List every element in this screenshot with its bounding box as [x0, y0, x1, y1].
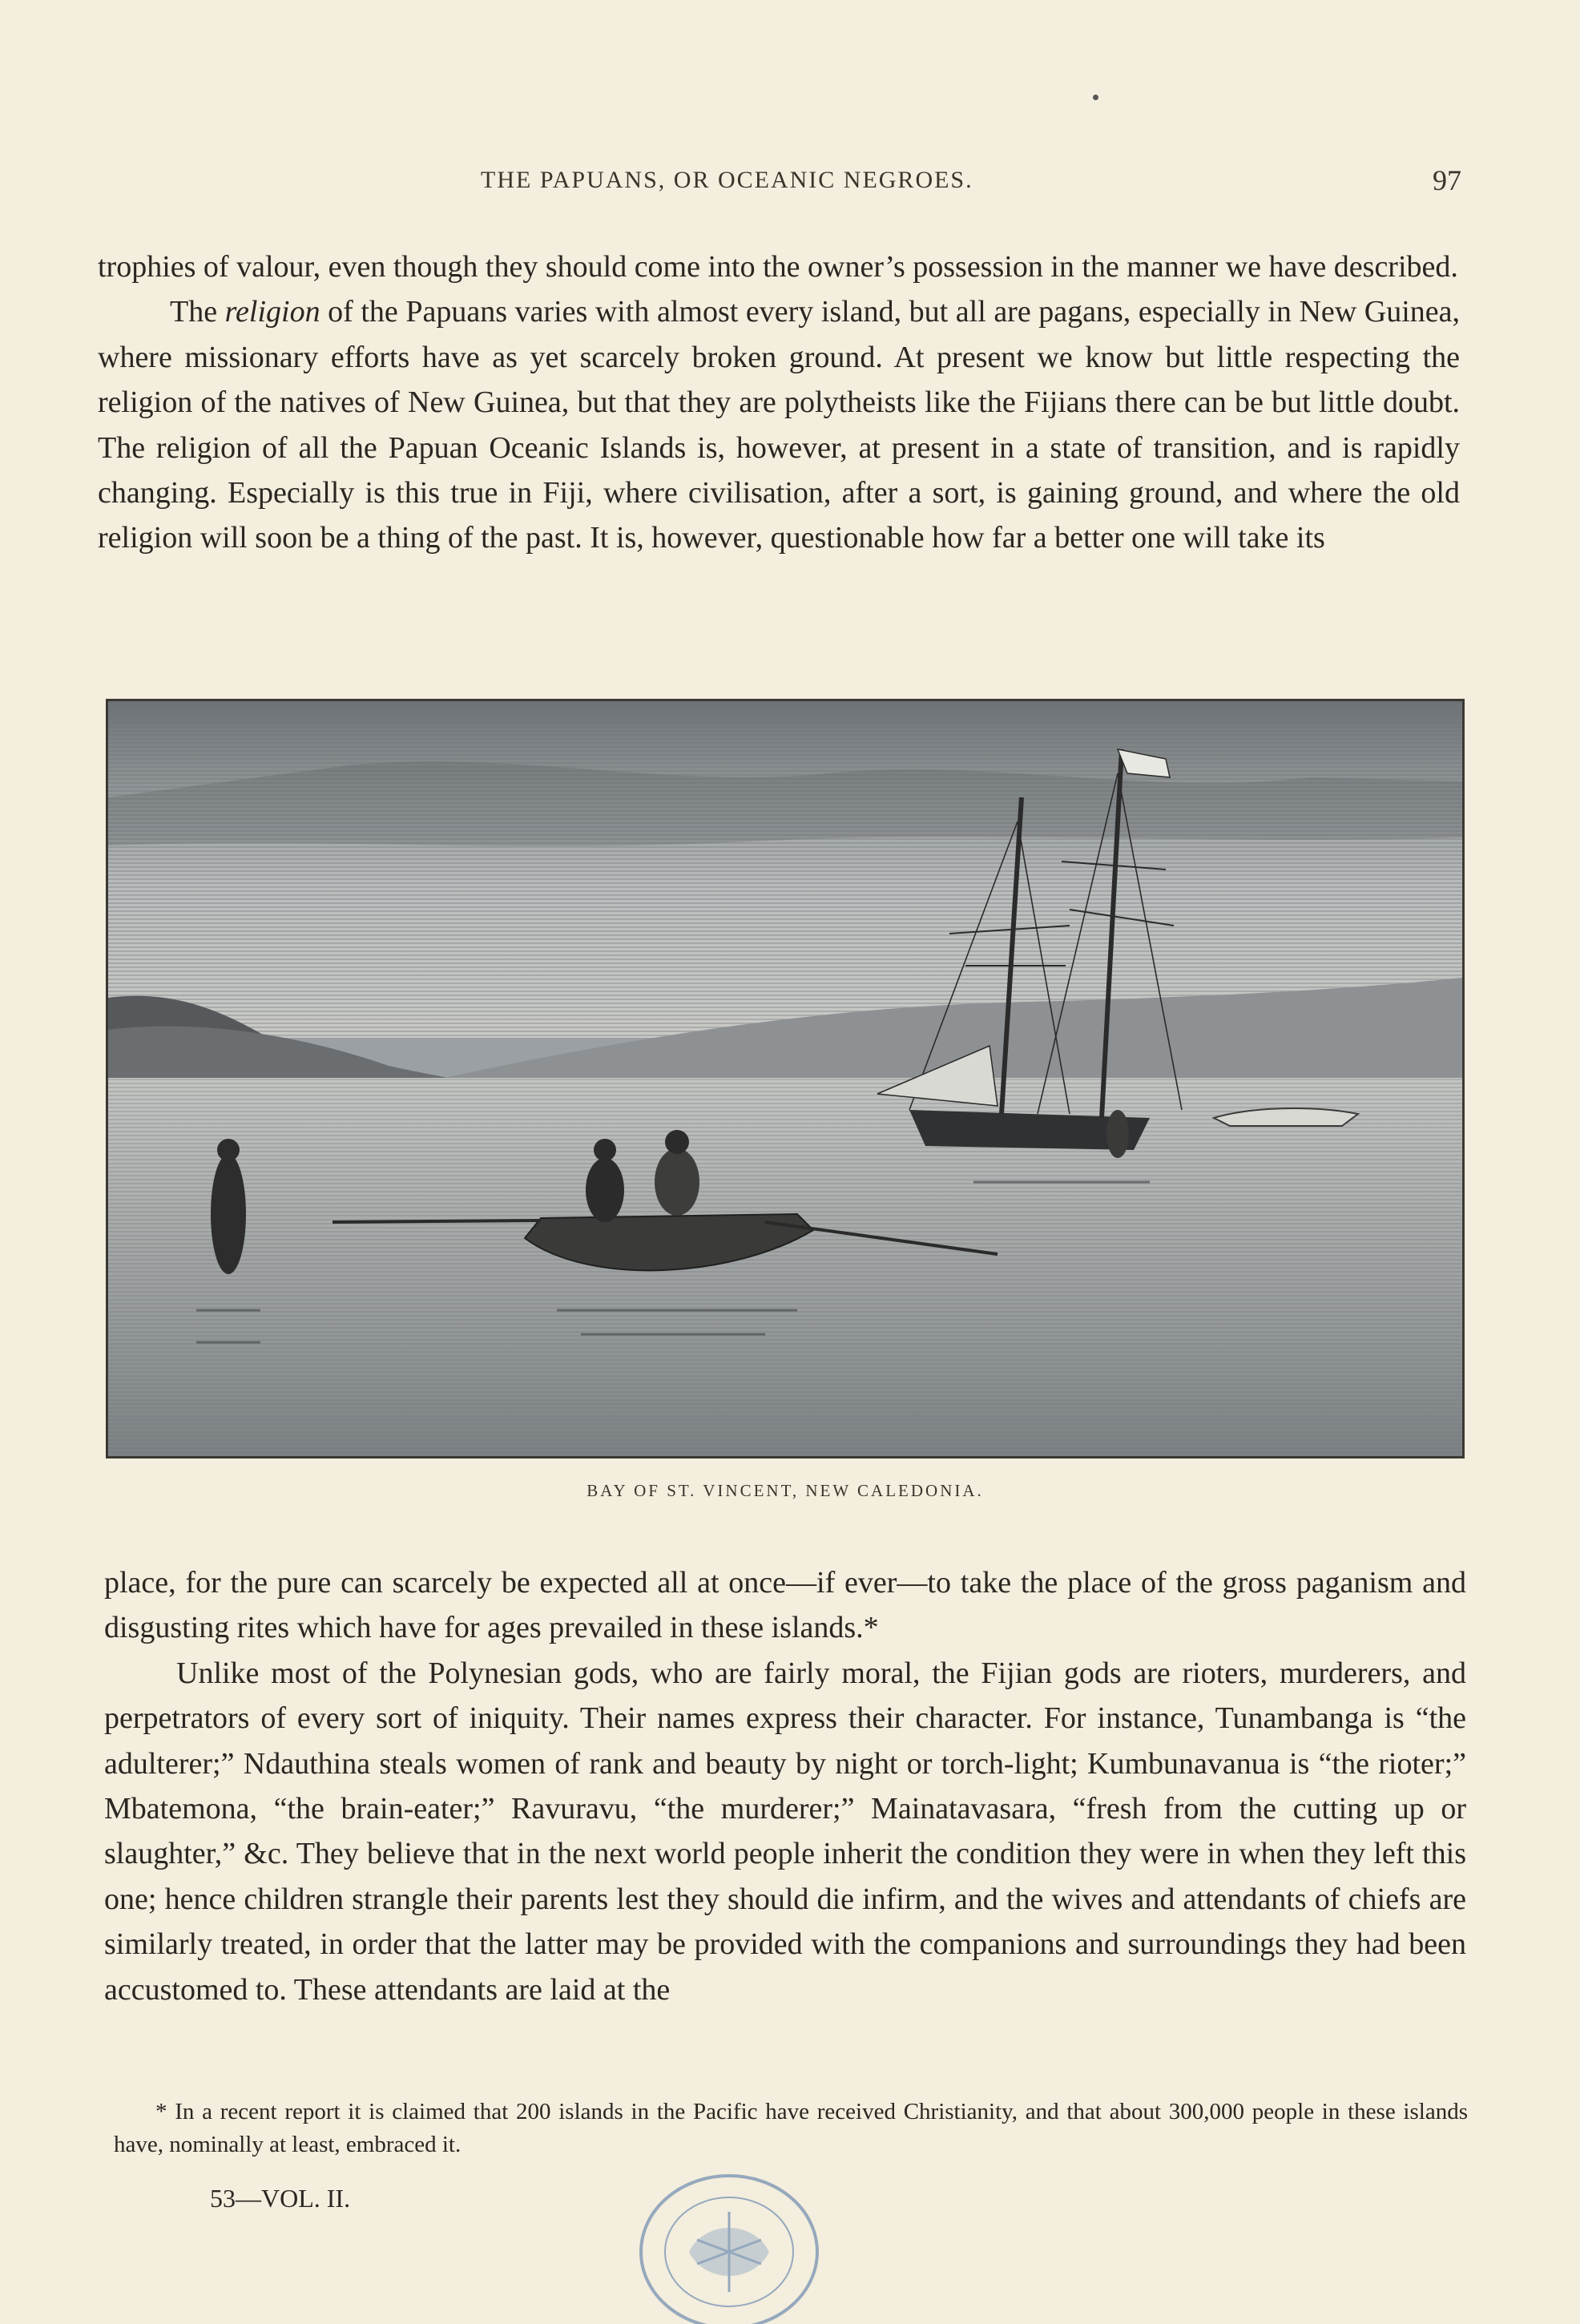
paragraph-place: place, for the pure can scarcely be expected all at once—if ever—to take the place of the gross paganism and disgusting rites which have for ages prevailed in these islands.*	[104, 1566, 1466, 1645]
figure-caption: BAY OF ST. VINCENT, NEW CALEDONIA.	[586, 1481, 984, 1500]
paragraph-continued: trophies of valour, even though they should come into the owner’s possession in the manner we have described.	[98, 250, 1458, 284]
library-stamp	[617, 2164, 841, 2324]
printer-signature: 53—VOL. II.	[210, 2184, 351, 2213]
footnote	[114, 2096, 1468, 2161]
paragraph-fijian-gods: Unlike most of the Polynesian gods, who are fairly moral, the Fijian gods are rioters, murderers, and perpetrators of every sort of iniquity. Their names express their character. For instance, Tunambanga is “the adulterer;” Ndauthina steals women of rank and beauty by night or torch-light; Kumbunavanua is “the rioter;” Mbatemona, “the brain-eater;” Ravuravu, “the murderer;” Mainatavasara, “fresh from the cutting up or slaughter,” &c. They believe that in the next world people inherit the condition they were in when they left this one; hence children strangle their parents lest they should die infirm, and the wives and attendants of chiefs are similarly treated, in order that the latter may be provided with the companions and surroundings they had been accustomed to. These attendants are laid at the	[104, 1656, 1466, 2007]
paragraph-religion	[98, 289, 1460, 560]
body-text-top	[98, 244, 1460, 561]
bay-engraving-svg	[108, 701, 1462, 1456]
paragraph-religion-rest: of the Papuans varies with almost every island, but all are pagans, especially in New Guinea, where missionary efforts have as yet scarcely broken ground. At present we know but little respecting the religion of the natives of New Guinea, but that they are polytheists like the Fijians there can be but little doubt. The religion of all the Papuan Oceanic Islands is, however, at present in a state of transition, and is rapidly changing. Especially is this true in Fiji, where civilisation, after a sort, is gaining ground, and where the old religion will soon be a thing of the past. It is, however, questionable how far a better one will take its	[98, 295, 1461, 555]
wading-figure	[1106, 1110, 1129, 1158]
italic-religion: religion	[224, 295, 320, 329]
engraving-illustration	[106, 699, 1465, 1459]
footnote-text: * In a recent report it is claimed that 200 islands in the Pacific have received Christianity, and that about 300,000 people in these islands have, nominally at least, embraced it.	[114, 2099, 1468, 2157]
page-number: 97	[1433, 164, 1461, 196]
page-speck	[1093, 95, 1098, 100]
paragraph-religion-start: The	[170, 295, 225, 329]
running-title: THE PAPUANS, OR OCEANIC NEGROES.	[481, 167, 973, 193]
body-text-bottom	[104, 1560, 1466, 2012]
